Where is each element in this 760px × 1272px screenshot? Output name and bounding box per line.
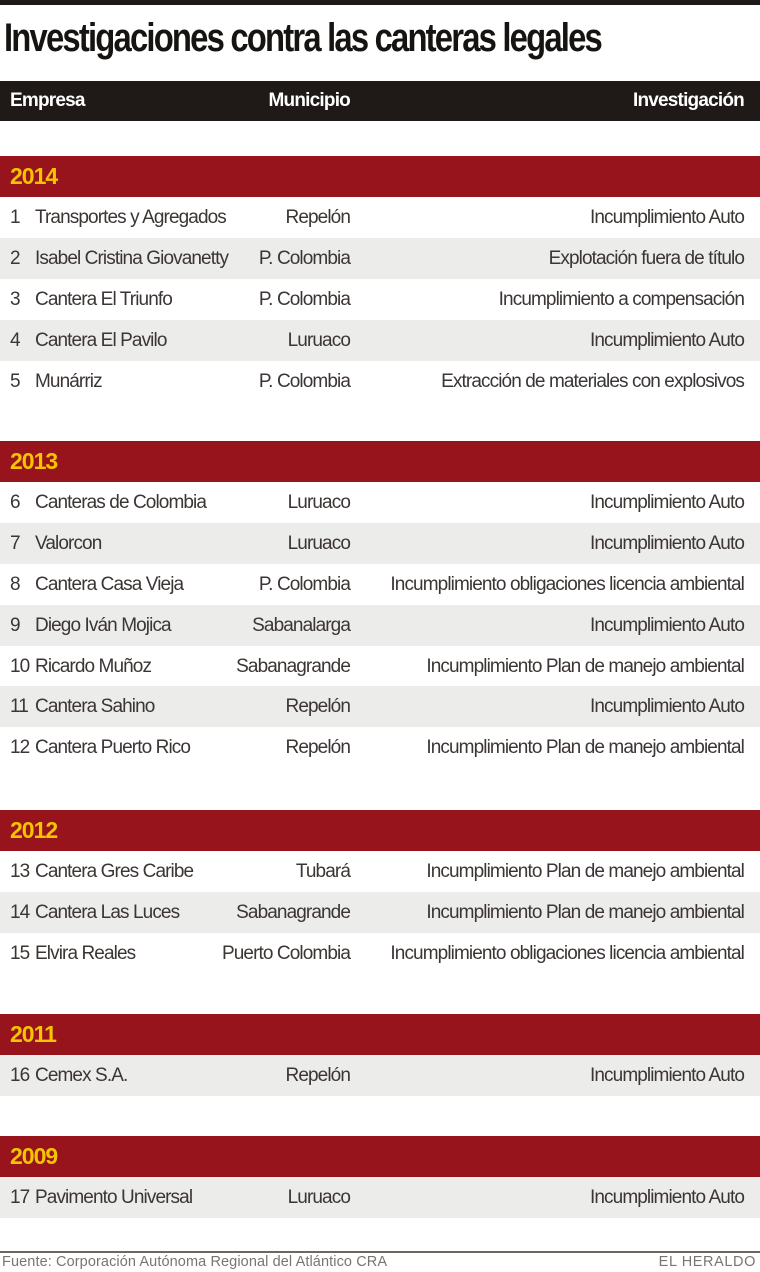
cell-investigacion: Incumplimiento Plan de manejo ambiental	[426, 861, 744, 882]
cell-investigacion: Incumplimiento Auto	[590, 1065, 744, 1086]
cell-municipio: P. Colombia	[258, 247, 350, 269]
cell-empresa: Cantera Sahino	[35, 696, 155, 718]
table-row	[0, 238, 760, 279]
cell-municipio: P. Colombia	[258, 573, 350, 595]
cell-investigacion: Incumplimiento Auto	[590, 492, 744, 513]
cell-municipio: Luruaco	[287, 492, 350, 513]
cell-municipio: Repelón	[285, 207, 350, 228]
rows-2009	[0, 1177, 760, 1218]
cell-empresa: Diego Iván Mojica	[35, 614, 171, 636]
rows-2012	[0, 851, 760, 974]
table-column-header	[0, 81, 760, 121]
cell-empresa: Cantera Gres Caribe	[35, 861, 194, 882]
table-row	[0, 279, 760, 320]
table-row	[0, 1177, 760, 1218]
cell-empresa: Cantera Puerto Rico	[35, 737, 191, 759]
footer-source: Fuente: Corporación Autónoma Regional del Atlántico CRA	[2, 1254, 388, 1270]
cell-investigacion: Extracción de materiales con explosivos	[441, 370, 744, 392]
year-label: 2012	[10, 817, 58, 843]
cell-investigacion: Incumplimiento Auto	[590, 207, 744, 228]
table-row	[0, 933, 760, 974]
table-row	[0, 361, 760, 402]
year-bar	[0, 1014, 760, 1055]
row-number: 4	[10, 329, 20, 351]
year-bar	[0, 441, 760, 482]
rows-2013	[0, 482, 760, 768]
cell-municipio: Sabanagrande	[236, 901, 350, 923]
cell-investigacion: Incumplimiento Plan de manejo ambiental	[426, 655, 744, 677]
table-row	[0, 482, 760, 523]
cell-investigacion: Incumplimiento Plan de manejo ambiental	[426, 737, 744, 759]
row-number: 14	[10, 901, 30, 923]
table-row	[0, 851, 760, 892]
cell-municipio: Repelón	[285, 696, 350, 718]
row-number: 7	[10, 532, 20, 554]
cell-municipio: Luruaco	[287, 329, 350, 351]
row-number: 3	[10, 288, 20, 310]
rows-2014	[0, 197, 760, 401]
cell-municipio: Repelón	[285, 737, 350, 759]
year-label: 2009	[10, 1143, 58, 1169]
table-row	[0, 686, 760, 727]
table-row	[0, 892, 760, 933]
row-number: 16	[10, 1065, 30, 1086]
cell-empresa: Cantera Casa Vieja	[35, 573, 184, 595]
column-header-investigacion: Investigación	[632, 90, 744, 111]
footer-brand: EL HERALDO	[658, 1254, 756, 1270]
cell-empresa: Munárriz	[35, 370, 102, 392]
cell-municipio: P. Colombia	[258, 370, 350, 392]
column-header-empresa: Empresa	[10, 90, 85, 111]
year-section-2011	[0, 1014, 760, 1096]
year-bar	[0, 1136, 760, 1177]
cell-municipio: Luruaco	[287, 1187, 350, 1208]
year-label: 2011	[10, 1021, 56, 1047]
cell-empresa: Cantera El Triunfo	[35, 288, 172, 310]
top-rule	[0, 0, 760, 5]
row-number: 15	[10, 942, 30, 964]
row-number: 1	[10, 207, 20, 228]
cell-investigacion: Incumplimiento Auto	[590, 532, 744, 554]
row-number: 8	[10, 573, 20, 595]
year-bar	[0, 156, 760, 197]
cell-empresa: Canteras de Colombia	[35, 492, 207, 513]
row-number: 6	[10, 492, 20, 513]
table-row	[0, 564, 760, 605]
cell-investigacion: Incumplimiento Plan de manejo ambiental	[426, 901, 744, 923]
year-bar	[0, 810, 760, 851]
cell-municipio: P. Colombia	[258, 288, 350, 310]
cell-municipio: Luruaco	[287, 532, 350, 554]
table-row	[0, 605, 760, 646]
footer-rule	[0, 1251, 760, 1253]
cell-municipio: Sabanagrande	[236, 655, 350, 677]
row-number: 9	[10, 614, 20, 636]
cell-empresa: Cantera Las Luces	[35, 901, 180, 923]
row-number: 5	[10, 370, 20, 392]
cell-empresa: Cemex S.A.	[35, 1065, 128, 1086]
cell-empresa: Isabel Cristina Giovanetty	[35, 247, 229, 269]
row-number: 2	[10, 247, 20, 269]
cell-investigacion: Incumplimiento Auto	[590, 614, 744, 636]
year-section-2009	[0, 1136, 760, 1218]
cell-municipio: Repelón	[285, 1065, 350, 1086]
cell-empresa: Cantera El Pavilo	[35, 329, 167, 351]
table-row	[0, 523, 760, 564]
cell-municipio: Tubará	[295, 861, 350, 882]
row-number: 12	[10, 737, 30, 759]
table-row	[0, 320, 760, 361]
column-header-municipio: Municipio	[268, 90, 350, 111]
row-number: 13	[10, 861, 30, 882]
cell-investigacion: Incumplimiento Auto	[590, 1187, 744, 1208]
year-section-2012	[0, 810, 760, 974]
year-label: 2013	[10, 448, 58, 474]
cell-empresa: Valorcon	[35, 532, 102, 554]
row-number: 10	[10, 655, 30, 677]
cell-municipio: Sabanalarga	[252, 614, 350, 636]
table-row	[0, 197, 760, 238]
cell-municipio: Puerto Colombia	[221, 942, 350, 964]
year-section-2013	[0, 441, 760, 768]
row-number: 11	[10, 696, 28, 718]
rows-2011	[0, 1055, 760, 1096]
cell-empresa: Pavimento Universal	[35, 1187, 193, 1208]
year-section-2014	[0, 156, 760, 401]
cell-investigacion: Incumplimiento obligaciones licencia ambiental	[390, 942, 744, 964]
cell-empresa: Ricardo Muñoz	[35, 655, 152, 677]
cell-investigacion: Incumplimiento obligaciones licencia ambiental	[390, 573, 744, 595]
page-title: Investigaciones contra las canteras legales	[4, 16, 601, 60]
cell-investigacion: Incumplimiento Auto	[590, 329, 744, 351]
table-row	[0, 1055, 760, 1096]
cell-investigacion: Explotación fuera de título	[548, 247, 744, 269]
table-row	[0, 646, 760, 687]
cell-empresa: Elvira Reales	[35, 942, 136, 964]
cell-empresa: Transportes y Agregados	[35, 207, 226, 228]
row-number: 17	[10, 1187, 30, 1208]
table-row	[0, 727, 760, 768]
cell-investigacion: Incumplimiento Auto	[590, 696, 744, 718]
cell-investigacion: Incumplimiento a compensación	[498, 288, 744, 310]
year-label: 2014	[10, 163, 58, 189]
